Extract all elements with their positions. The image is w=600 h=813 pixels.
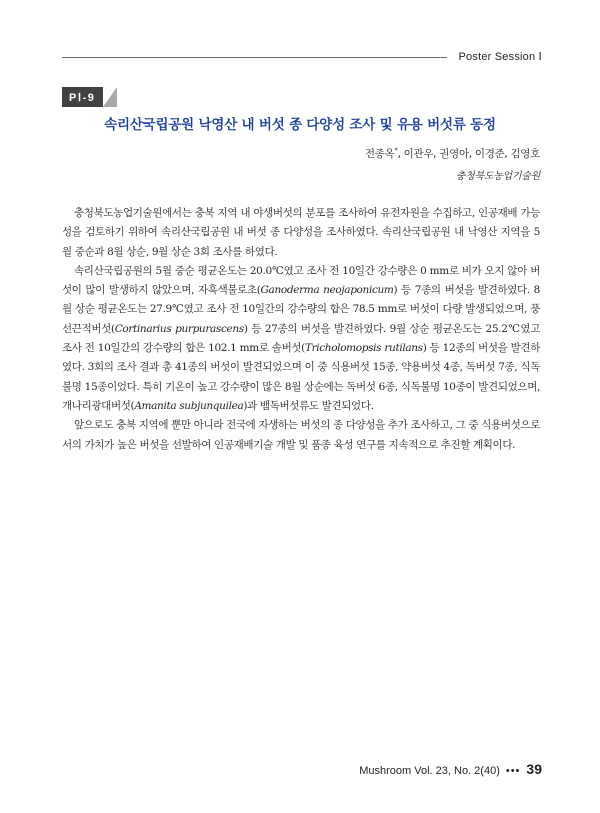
species-name: Cortinarius purpurascens xyxy=(114,322,244,335)
paragraph-text: ) 등 27종의 버섯을 발견하였다. 9월 상순 평균온도는 25.2℃였고 조사 전 10일간의 강수량의 합은 102.1 mm로 솔버섯( xyxy=(62,322,541,355)
paper-title: 속리산국립공원 낙영산 내 버섯 종 다양성 조사 및 유용 버섯류 동정 xyxy=(104,117,496,133)
paragraph-text: 충청북도농업기술원에서는 충북 지역 내 야생버섯의 분포를 조사하여 유전자원을 수집하고, 인공재배 가능성을 검토하기 위하여 속리산국립공원 내 버섯 종 다양성을 조사하였다. 속리산국립공원 내 낙영산 지역을 5월 중순과 8월 상순, 9월 상순 3회 조사를 하였다. xyxy=(62,207,540,258)
species-name: Ganoderma neojaponicum xyxy=(260,284,394,297)
journal-citation: Mushroom Vol. 23, No. 2(40) xyxy=(359,765,500,777)
page-footer xyxy=(359,761,542,777)
poster-id-badge xyxy=(62,87,117,107)
abstract-paragraph xyxy=(62,416,540,455)
abstract-paragraph xyxy=(62,204,540,262)
session-label: Poster Session Ⅰ xyxy=(458,51,542,63)
abstract-body xyxy=(62,204,540,455)
corresponding-author: 전종옥 xyxy=(364,148,395,160)
paragraph-text: ) 등 7종의 버섯을 발견하였다. 8월 상순 평균온도는 27.9℃였고 조사 전 10일간의 강수량의 합은 78.5 mm로 버섯이 다량 발생되었으며, 풍선끈적버섯( xyxy=(62,284,540,335)
paragraph-text: )과 뱀독버섯류도 발견되었다. xyxy=(243,399,374,412)
paragraph-text: 앞으로도 충북 지역에 뿐만 아니라 전국에 자생하는 버섯의 종 다양성을 추가 조사하고, 그 중 식용버섯으로서의 가치가 높은 버섯을 선발하여 인공재배기술 개발 및 품종 육성 연구를 지속적으로 추진할 계획이다. xyxy=(62,419,540,451)
affiliation: 충청북도농업기술원 xyxy=(455,171,540,182)
header-rule xyxy=(62,57,447,58)
footer-separator: ••• xyxy=(505,765,521,777)
species-name: Tricholomopsis rutilans xyxy=(304,342,423,355)
author-list xyxy=(365,146,540,161)
badge-decoration xyxy=(103,87,117,107)
abstract-paragraph xyxy=(62,262,540,416)
paragraph-text: ) 등 12종의 버섯을 발견하였다. 3회의 조사 결과 총 41종의 버섯이 발견되었으며 이 중 식용버섯 15종, 약용버섯 4종, 독버섯 7종, 식독불명 15종이었다. 특히 기온이 높고 강수량이 많은 8월 상순에는 독버섯 6종, 식독불명 10종이 발견되었으며, 개나리광대버섯( xyxy=(62,342,541,412)
paragraph-text: 속리산국립공원의 5월 중순 평균온도는 20.0℃였고 조사 전 10일간 강수량은 0 mm로 비가 오지 않아 버섯이 많이 발생하지 않았으며, 자흑색불로초( xyxy=(62,264,540,297)
page-number: 39 xyxy=(526,761,542,777)
corresponding-mark: * xyxy=(394,146,398,155)
co-authors: , 이관우, 권영아, 이경준, 김영호 xyxy=(397,148,540,160)
species-name: Amanita subjunquilea xyxy=(134,399,244,412)
poster-id-label: PⅠ-9 xyxy=(62,87,103,107)
